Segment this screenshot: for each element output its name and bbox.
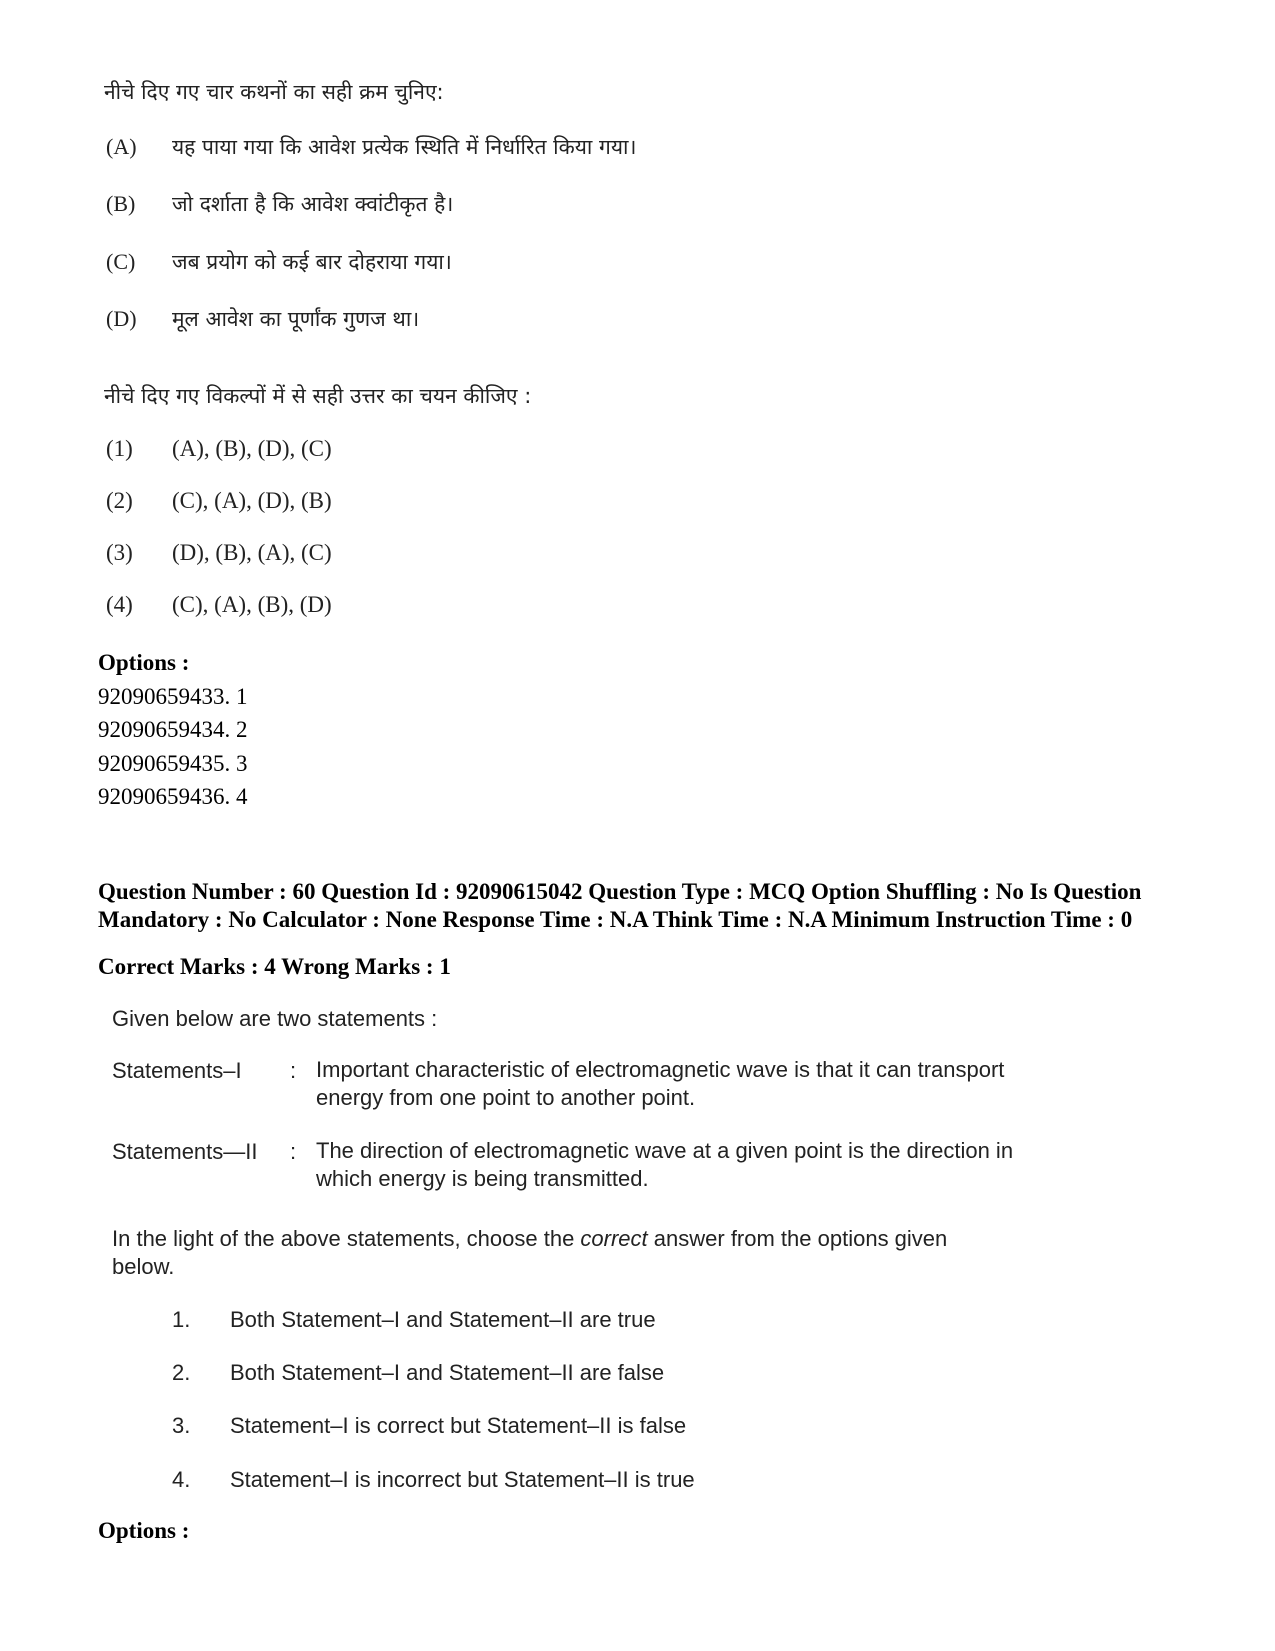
english-intro: Given below are two statements : — [112, 1006, 438, 1031]
choice-number: (4) — [106, 592, 133, 617]
choice-text: (C), (A), (B), (D) — [172, 592, 332, 617]
statement-text: जब प्रयोग को कई बार दोहराया गया। — [172, 250, 452, 274]
choice-number: (3) — [106, 540, 133, 565]
choice-text: Both Statement–I and Statement–II are true — [230, 1307, 656, 1332]
statement-2-colon: : — [290, 1139, 297, 1164]
choice-text: (C), (A), (D), (B) — [172, 488, 332, 513]
choice-text: Statement–I is correct but Statement–II is false — [230, 1413, 687, 1438]
statement-label: (C) — [106, 249, 136, 274]
statement-label: (D) — [106, 306, 137, 331]
statement-text: यह पाया गया कि आवेश प्रत्येक स्थिति में निर्धारित किया गया। — [172, 135, 637, 159]
english-choice-2 — [172, 1360, 664, 1386]
statement-label: (B) — [106, 191, 136, 216]
statement-text: मूल आवेश का पूर्णांक गुणज था। — [172, 307, 420, 331]
hindi-statement-a — [106, 133, 636, 161]
hindi-choice-3 — [106, 540, 332, 566]
statement-2-label: Statements—II — [112, 1139, 258, 1164]
options-heading: Options : — [98, 650, 190, 675]
english-instruction — [112, 1225, 992, 1281]
marks-line: Correct Marks : 4 Wrong Marks : 1 — [98, 954, 451, 979]
question-meta: Question Number : 60 Question Id : 92090615042 Question Type : MCQ Option Shuffling : No Is Question Mandatory : No Calculator : None Response Time : N.A Think Time : N.A Minimum Instruction Time : 0 — [98, 879, 1142, 932]
hindi-choose-prompt: नीचे दिए गए विकल्पों में से सही उत्तर का चयन कीजिए : — [104, 384, 532, 408]
options-heading-2: Options : — [98, 1518, 190, 1543]
choice-number: 3. — [172, 1413, 191, 1438]
statement-2-text: The direction of electromagnetic wave at a given point is the direction in which energy is being transmitted. — [316, 1138, 1014, 1191]
choice-number: (2) — [106, 488, 133, 513]
hindi-choice-1 — [106, 436, 332, 462]
statement-1-text: Important characteristic of electromagnetic wave is that it can transport energy from one point to another point. — [316, 1057, 1005, 1110]
option-item: 92090659435. 3 — [98, 751, 248, 776]
choice-text: (D), (B), (A), (C) — [172, 540, 332, 565]
statement-1-label: Statements–I — [112, 1058, 242, 1083]
instruction-emphasis: correct — [580, 1226, 648, 1251]
option-item: 92090659436. 4 — [98, 784, 248, 809]
option-item: 92090659433. 1 — [98, 684, 248, 709]
statement-1-colon: : — [290, 1058, 297, 1083]
choice-text: (A), (B), (D), (C) — [172, 436, 332, 461]
statement-label: (A) — [106, 134, 137, 159]
english-choice-3 — [172, 1413, 686, 1439]
hindi-statement-b — [106, 190, 453, 218]
choice-number: 1. — [172, 1307, 191, 1332]
choice-number: (1) — [106, 436, 133, 461]
option-item: 92090659434. 2 — [98, 717, 248, 742]
hindi-statement-c — [106, 248, 452, 276]
english-choice-1 — [172, 1307, 656, 1333]
instruction-pre: In the light of the above statements, choose the — [112, 1226, 581, 1251]
hindi-choice-4 — [106, 592, 332, 618]
choice-number: 2. — [172, 1360, 191, 1385]
english-choice-4 — [172, 1467, 695, 1493]
hindi-choice-2 — [106, 488, 332, 514]
hindi-statement-d — [106, 305, 419, 333]
statement-text: जो दर्शाता है कि आवेश क्वांटीकृत है। — [172, 192, 454, 216]
hindi-intro: नीचे दिए गए चार कथनों का सही क्रम चुनिए: — [104, 80, 444, 104]
choice-number: 4. — [172, 1467, 191, 1492]
choice-text: Statement–I is incorrect but Statement–II is true — [230, 1467, 695, 1492]
instruction-post: answer from the options given below. — [112, 1226, 948, 1279]
choice-text: Both Statement–I and Statement–II are false — [230, 1360, 665, 1385]
